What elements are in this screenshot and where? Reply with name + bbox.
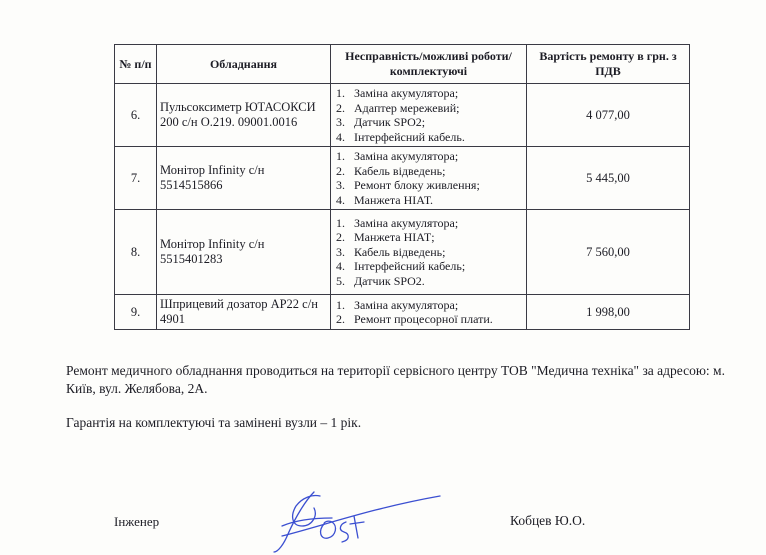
fault-item: Манжета НІАТ. <box>354 192 433 207</box>
row-faults <box>331 295 527 330</box>
table-row <box>115 210 690 295</box>
fault-item: Кабель відведень; <box>354 244 446 259</box>
table-header-row <box>115 45 690 84</box>
header-num: № п/п <box>115 45 157 84</box>
row-cost: 7 560,00 <box>527 210 690 295</box>
fault-item: Заміна акумулятора; <box>354 215 459 230</box>
fault-item: Ремонт блоку живлення; <box>354 178 480 192</box>
fault-item: Заміна акумулятора; <box>354 86 459 100</box>
fault-item: Кабель відведень; <box>354 163 446 178</box>
header-faults: Несправність/можливі роботи/комплектуючі <box>331 45 527 84</box>
row-faults <box>331 210 527 295</box>
row-faults <box>331 147 527 210</box>
fault-item: Заміна акумулятора; <box>354 297 459 312</box>
row-equipment: Пульсоксиметр ЮТАСОКСИ 200 с/н О.219. 09001.0016 <box>157 84 331 147</box>
fault-item: Інтерфейсний кабель. <box>354 129 465 144</box>
row-cost: 5 445,00 <box>527 147 690 210</box>
signoff-name: Кобцев Ю.О. <box>510 513 586 528</box>
fault-item: Адаптер мережевий; <box>354 100 460 115</box>
row-num: 9. <box>115 295 157 330</box>
row-equipment: Монітор Infinity с/н 5515401283 <box>157 210 331 295</box>
row-equipment: Шприцевий дозатор AP22 с/н 4901 <box>157 295 331 330</box>
row-num: 8. <box>115 210 157 295</box>
header-equipment: Обладнання <box>157 45 331 84</box>
row-num: 6. <box>115 84 157 147</box>
signoff-role: Інженер <box>114 514 160 529</box>
fault-item: Ремонт процесорної плати. <box>354 312 493 326</box>
table-row <box>115 295 690 330</box>
header-cost: Вартість ремонту в грн. з ПДВ <box>527 45 690 84</box>
fault-item: Датчик SPO2. <box>354 273 425 288</box>
service-location-note: Ремонт медичного обладнання проводиться на території сервісного центру ТОВ "Медична техніка" за адресою: м. Київ, вул. Желябова, 2А. <box>66 363 725 396</box>
fault-item: Інтерфейсний кабель; <box>354 259 466 274</box>
row-num: 7. <box>115 147 157 210</box>
fault-item: Манжета НІАТ; <box>354 230 435 245</box>
fault-item: Датчик SPO2; <box>354 115 426 129</box>
warranty-note: Гарантія на комплектуючі та замінені вузли – 1 рік. <box>66 415 362 430</box>
table-row <box>115 147 690 210</box>
table-row <box>115 84 690 147</box>
repair-cost-table <box>114 44 690 330</box>
fault-item: Заміна акумулятора; <box>354 149 459 163</box>
row-cost: 4 077,00 <box>527 84 690 147</box>
row-faults <box>331 84 527 147</box>
signature-image <box>262 486 442 554</box>
row-equipment: Монітор Infinity с/н 5514515866 <box>157 147 331 210</box>
row-cost: 1 998,00 <box>527 295 690 330</box>
